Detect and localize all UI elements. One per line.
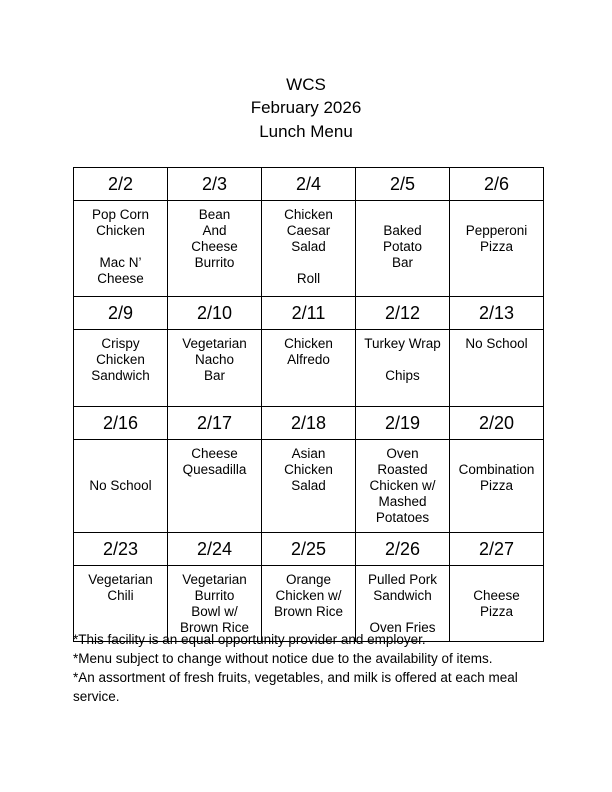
date-cell: 2/12 bbox=[356, 297, 450, 330]
menu-title: Lunch Menu bbox=[259, 122, 353, 141]
date-row-week-2 bbox=[74, 297, 544, 330]
date-cell: 2/5 bbox=[356, 168, 450, 201]
footnote-fruits-vegetables-milk: *An assortment of fresh fruits, vegetables, and milk is offered at each meal service. bbox=[73, 670, 518, 704]
menu-item-cell: Orange Chicken w/ Brown Rice bbox=[262, 566, 356, 642]
menu-item-cell: Pop Corn Chicken Mac N’ Cheese bbox=[74, 201, 168, 297]
menu-row-week-3 bbox=[74, 440, 544, 533]
date-cell: 2/4 bbox=[262, 168, 356, 201]
date-cell: 2/9 bbox=[74, 297, 168, 330]
footnote-menu-change: *Menu subject to change without notice due to the availability of items. bbox=[73, 651, 493, 666]
menu-month: February 2026 bbox=[250, 98, 362, 117]
date-cell: 2/17 bbox=[168, 407, 262, 440]
date-cell: 2/16 bbox=[74, 407, 168, 440]
menu-item-cell: Pulled Pork Sandwich Oven Fries bbox=[356, 566, 450, 642]
date-cell: 2/27 bbox=[450, 533, 544, 566]
date-cell: 2/23 bbox=[74, 533, 168, 566]
footnote-equal-opportunity: *This facility is an equal opportunity provider and employer. bbox=[73, 632, 426, 647]
date-cell: 2/25 bbox=[262, 533, 356, 566]
menu-item-cell: Combination Pizza bbox=[450, 440, 544, 533]
menu-item-cell: Vegetarian Burrito Bowl w/ Brown Rice bbox=[168, 566, 262, 642]
school-name: WCS bbox=[286, 75, 326, 94]
menu-item-cell: Turkey Wrap Chips bbox=[356, 330, 450, 407]
date-cell: 2/20 bbox=[450, 407, 544, 440]
date-cell: 2/6 bbox=[450, 168, 544, 201]
date-cell: 2/24 bbox=[168, 533, 262, 566]
footnotes bbox=[73, 630, 553, 706]
lunch-menu-table bbox=[73, 167, 544, 642]
date-cell: 2/18 bbox=[262, 407, 356, 440]
date-cell: 2/19 bbox=[356, 407, 450, 440]
menu-item-cell: Oven Roasted Chicken w/ Mashed Potatoes bbox=[356, 440, 450, 533]
date-row-week-4 bbox=[74, 533, 544, 566]
date-cell: 2/11 bbox=[262, 297, 356, 330]
menu-item-cell: Bean And Cheese Burrito bbox=[168, 201, 262, 297]
menu-item-cell: Pepperoni Pizza bbox=[450, 201, 544, 297]
date-row-week-1 bbox=[74, 168, 544, 201]
menu-item-cell: Baked Potato Bar bbox=[356, 201, 450, 297]
menu-row-week-2 bbox=[74, 330, 544, 407]
menu-item-cell: Cheese Pizza bbox=[450, 566, 544, 642]
date-cell: 2/2 bbox=[74, 168, 168, 201]
menu-item-cell: Vegetarian Chili bbox=[74, 566, 168, 642]
date-cell: 2/10 bbox=[168, 297, 262, 330]
menu-item-cell: Chicken Caesar Salad Roll bbox=[262, 201, 356, 297]
menu-item-cell: Crispy Chicken Sandwich bbox=[74, 330, 168, 407]
menu-item-cell: Chicken Alfredo bbox=[262, 330, 356, 407]
date-cell: 2/3 bbox=[168, 168, 262, 201]
menu-item-cell: No School bbox=[450, 330, 544, 407]
menu-item-cell: Asian Chicken Salad bbox=[262, 440, 356, 533]
date-cell: 2/13 bbox=[450, 297, 544, 330]
menu-item-cell: Vegetarian Nacho Bar bbox=[168, 330, 262, 407]
menu-item-cell: Cheese Quesadilla bbox=[168, 440, 262, 533]
menu-item-cell: No School bbox=[74, 440, 168, 533]
menu-row-week-1 bbox=[74, 201, 544, 297]
date-row-week-3 bbox=[74, 407, 544, 440]
date-cell: 2/26 bbox=[356, 533, 450, 566]
